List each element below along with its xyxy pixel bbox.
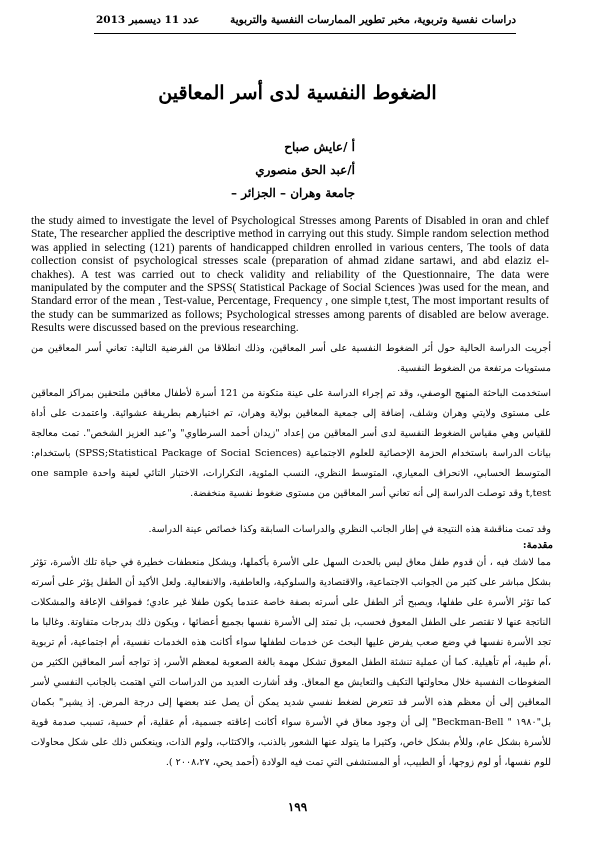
intro-paragraph: مما لاشك فيه ، أن قدوم طفل معاق ليس بالحدث السهل على الأسرة بأكملها، ويشكل منعطفات خطيرة في حياة تلك الأسرة، تؤثر بشكل مباشر على كثير من الجوانب الاجتماعية، والاقتصادية والسلوكية، والعاطفية، والانفعالية. ولعل الأكيد أن الطفل يؤثر على أسرته كما تؤثر الأسرة على طفلها، ويصبح أثر الطفل على أسرته بصفة خاصة عندما يكون طفلا غير عادي؛ فمواقف الإعاقة والمشكلات الناتجة عنها لا تقتصر على الطفل المعوق فحسب، بل تمتد إلى الأسرة نفسها بجميع أعضائها ، ويكون ذلك بدرجات متفاوتة. وغالبا ما تجد الأسرة نفسها في وضع صعب يفرض عليها البحث عن خدمات لطفلها سواء أكانت هذه الخدمات نفسية، أم اجتماعية، أم تربوية ،أم طبية، أم تأهيلية. كما أن عملية تنشئة الطفل المعوق تشكل مهمة بالغة الصعوبة لمعظم الأسر، إذ تواجه أسر المعاقين الكثير من الضغوطات النفسية خلال محاولتها التكيف والتعايش مع المعاق. وقد أشارت العديد من الدراسات التي اهتمت بالجانب النفسي لأسر المعاقين إلى أن معظم هذه الأسر قد تتعرض لضغط نفسي شديد يمكن أن يصل عند بعضها إلى درجة المرض. إذ يشير" بكمان بل"١٩٨٠ " Beckman-Bell" إلى أن وجود معاق في الأسرة سواء أكانت إعاقته جسمية، أم عقلية، أم حسية، تسبب صدمة قوية للأسرة بشكل عام، وللأم بشكل خاص، وكثيرا ما يتولد عنها الشعور بالذنب، والاكتئاب، ولوم الذات، وينعكس ذلك على شكل محاولات للوم نفسها، أو لوم زوجها، أو الطبيب، أو المستشفى التي تمت فيه الولادة (أحمد يحي، ٢٠٠٨،٢٧ ).	[31, 557, 551, 768]
issue-info: عدد 11 ديسمبر 2013	[96, 14, 200, 26]
paper-title: الضغوط النفسية لدى أسر المعاقين	[158, 82, 437, 104]
intro-heading: مقدمة:	[522, 540, 553, 551]
author-2: أ/عبد الحق منصوري	[255, 163, 355, 177]
abstract-english: the study aimed to investigate the level of Psychological Stresses among Parents of Disabled in oran and chlef State, The researcher applied the descriptive method in carrying out this study. Simple random selection method was applied in selecting (121) parents of handicapped children enrolled in various centers, The tools of data collection consist of psychological stresses scale (preparation of ahmad zidane sartawi, and abd elaziz el-chakhes). A test was carried out to check validity and reliability of the Questionnaire, The data were manipulated by the computer and the SPSS( Statistical Package of Social Sciences )was used for the mean, and Standard error of the mean , Test-value, Percentage, Frequency , one simple t,test, The most important results of the study can be summarized as follows; Psychological stresses among parents of disabled are below average. Results were discussed based on the previous researching.	[31, 215, 549, 335]
header-divider	[94, 33, 516, 34]
author-1: أ /عايش صباح	[284, 140, 355, 154]
page-number: ١٩٩	[287, 800, 308, 814]
running-header	[96, 14, 516, 30]
abstract-arabic: أجريت الدراسة الحالية حول أثر الضغوط النفسية على أسر المعاقين، وذلك انطلاقا من الفرضية التالية: تعاني أسر المعاقين من مستويات مرتفعة من الضغوط النفسية.	[31, 343, 551, 374]
journal-name: دراسات نفسية وتربوية، مخبر تطوير الممارسات النفسية والتربوية	[230, 14, 516, 26]
affiliation: جامعة وهران – الجزائر –	[231, 186, 355, 200]
discussion-paragraph: وقد تمت مناقشة هذه النتيجة في إطار الجانب النظري والدراسات السابقة وكذا خصائص عينة الدراسة.	[148, 524, 551, 535]
method-paragraph: استخدمت الباحثة المنهج الوصفي، وقد تم إجراء الدراسة على عينة متكونة من 121 أسرة لأطفال معاقين ملتحقين بمراكز المعاقين على مستوى ولايتي وهران وشلف، إضافة إلى جمعية المعاقين بولاية وهران، تم اختيارهم بطريقة عشوائية. واعتمدت على أداة للقياس وهي مقياس الضغوط النفسية لدى أسر المعاقين من إعداد "زيدان أحمد السرطاوي" و"عبد العزيز الشخص". تمت معالجة بيانات الدراسة باستخدام الحزمة الإحصائية للعلوم الاجتماعية (SPSS;Statistical Package of Social Sciences) باستخدام: المتوسط الحسابي، الانحراف المعياري، المتوسط النظري، النسب المئوية، التكرارات، الاختبار التائي لعينة واحدة one sample t,test وقد توصلت الدراسة إلى أنه تعاني أسر المعاقين من مستوى ضغوط نفسية منخفضة.	[31, 388, 552, 499]
